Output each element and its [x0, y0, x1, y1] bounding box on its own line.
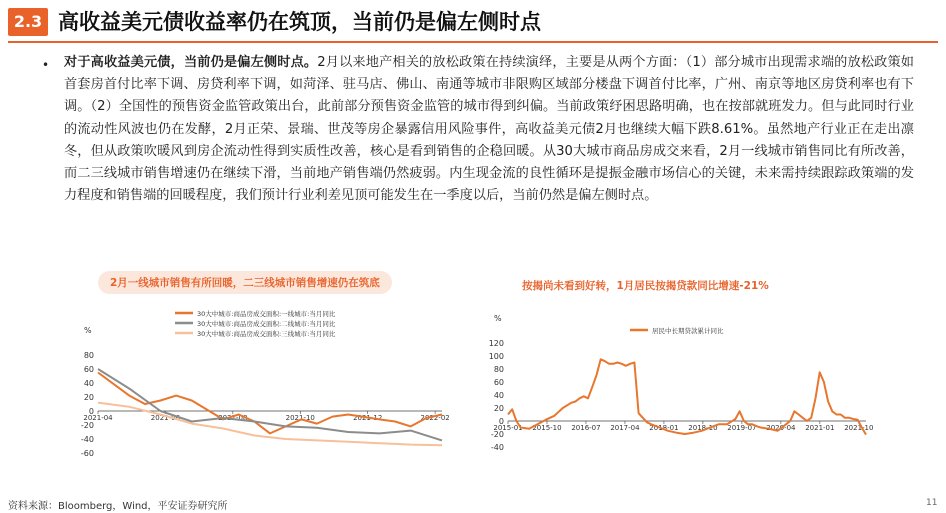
- y-axis-unit: %: [84, 326, 92, 335]
- x-tick-label: 2021-12: [353, 414, 383, 422]
- y-tick-label: 60: [493, 378, 504, 387]
- y-tick-label: 80: [493, 365, 504, 374]
- y-tick-label: -40: [490, 443, 504, 452]
- y-tick-label: 40: [493, 391, 504, 400]
- source-note: 资料来源：Bloomberg，Wind，平安证券研究所: [8, 501, 228, 512]
- x-tick-label: 2021-08: [218, 414, 248, 422]
- y-tick-label: 20: [83, 393, 94, 402]
- x-tick-label: 2019-07: [727, 424, 757, 432]
- y-tick-label: 40: [83, 379, 94, 388]
- paragraph-lead: 对于高收益美元债，当前仍是偏左侧时点。: [64, 55, 318, 70]
- page-number: 11: [926, 498, 938, 508]
- series-line: [98, 369, 442, 440]
- x-tick-label: 2018-01: [649, 424, 679, 432]
- y-tick-label: 0: [498, 417, 504, 426]
- title-divider: [8, 41, 938, 43]
- x-tick-label: 2020-04: [766, 424, 796, 432]
- legend-label: 30大中城市:商品房成交面积:二线城市:当月同比: [197, 320, 336, 328]
- chart-right: [478, 310, 888, 490]
- x-tick-label: 2021-10: [285, 414, 315, 422]
- x-tick-label: 2021-10: [844, 424, 874, 432]
- x-tick-label: 2021-01: [805, 424, 835, 432]
- y-tick-label: -20: [80, 421, 94, 430]
- x-tick-label: 2015-01: [493, 424, 523, 432]
- x-tick-label: 2015-10: [532, 424, 562, 432]
- chart-title-left: 2月一线城市销售有所回暖，二三线城市销售增速仍在筑底: [98, 271, 392, 294]
- y-tick-label: 120: [488, 339, 504, 348]
- page-header: [0, 0, 946, 44]
- legend-label: 30大中城市:商品房成交面积:一线城市:当月同比: [197, 310, 336, 318]
- legend-label: 居民中长期贷款累计同比: [652, 327, 724, 335]
- section-number-badge: 2.3: [8, 8, 48, 36]
- paragraph-text: 2月以来地产相关的放松政策在持续演绎，主要是从两个方面：（1）部分城市出现需求端的放松政策如首套房首付比率下调、房贷利率下调，如菏泽、驻马店、佛山、南通等城市非限购区域部分楼盘下调首付比率，广州、南京等地区房贷利率也有下调。（2）全国性的预售资金监管政策出台，此前部分预售资金监管的城市得到纠偏。当前政策纾困思路明确，也在按部就班发力。但与此同时行业的流动性风波也仍在发酵，2月正荣、景瑞、世茂等房企暴露信用风险事件，高收益美元债2月也继续大幅下跌8.61%。虽然地产行业正在走出凛冬，但从政策吹暖风到房企流动性得到实质性改善，核心是看到销售的企稳回暖。从30大城市商品房成交来看，2月一线城市销售同比有所改善，而二三线城市销售增速仍在继续下滑，当前地产销售端仍然疲弱。内生现金流的良性循环是提振金融市场信心的关键，未来需持续跟踪政策端的发力程度和销售端的回暖程度，我们预计行业利差见顶可能发生在一季度以后，当前仍然是偏左侧时点。: [64, 55, 914, 204]
- y-tick-label: -40: [80, 435, 94, 444]
- x-tick-label: 2022-02: [420, 414, 450, 422]
- legend-label: 30大中城市:商品房成交面积:三线城市:当月同比: [197, 330, 336, 338]
- x-tick-label: 2021-04: [83, 414, 113, 422]
- chart-title-right: 按揭尚未看到好转，1月居民按揭贷款同比增速-21%: [522, 280, 769, 292]
- x-tick-label: 2016-07: [571, 424, 601, 432]
- bullet-icon: •: [42, 58, 50, 72]
- y-tick-label: -20: [490, 430, 504, 439]
- y-tick-label: 20: [493, 404, 504, 413]
- body-paragraph: [64, 52, 914, 207]
- y-axis-unit: %: [494, 314, 502, 323]
- y-tick-label: 0: [88, 407, 94, 416]
- x-tick-label: 2017-04: [610, 424, 640, 432]
- y-tick-label: 80: [83, 351, 94, 360]
- y-tick-label: 100: [488, 352, 504, 361]
- y-tick-label: -60: [80, 449, 94, 458]
- page-title: 高收益美元债收益率仍在筑顶，当前仍是偏左侧时点: [58, 10, 541, 34]
- chart-left: [60, 310, 460, 490]
- x-tick-label: 2018-10: [688, 424, 718, 432]
- x-tick-label: 2021-06: [150, 414, 181, 422]
- y-tick-label: 60: [83, 365, 94, 374]
